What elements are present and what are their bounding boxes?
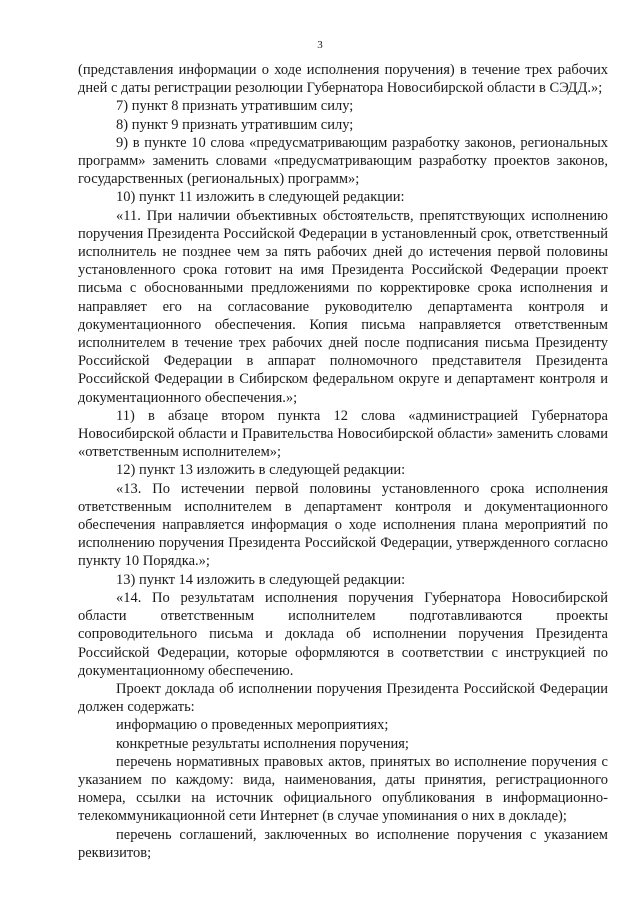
paragraph-item-12: 12) пункт 13 изложить в следующей редакции: (116, 462, 406, 479)
paragraph-list-acts: перечень нормативных правовых актов, принятых во исполнение поручения с указанием по каждому: вида, наименования, даты принятия, регистрационного номера, ссылки на источник официального опубликования в информационно-телекоммуникационной сети Интернет (в случае упоминания о них в докладе); (78, 753, 608, 825)
paragraph-report-contents: Проект доклада об исполнении поручения Президента Российской Федерации должен содержать: (78, 680, 608, 716)
paragraph-item-13: 13) пункт 14 изложить в следующей редакции: (116, 571, 406, 588)
paragraph-list-measures: информацию о проведенных мероприятиях; (116, 717, 389, 734)
paragraph-item-10: 10) пункт 11 изложить в следующей редакции: (116, 189, 405, 206)
document-body (78, 61, 608, 862)
paragraph-continuation: (представления информации о ходе исполнения поручения) в течение трех рабочих дней с даты регистрации резолюции Губернатора Новосибирской области в СЭДД.»; (78, 62, 608, 97)
paragraph-list-results: конкретные результаты исполнения поручения; (116, 735, 409, 752)
paragraph-clause-11: «11. При наличии объективных обстоятельств, препятствующих исполнению поручения Президента Российской Федерации в установленный срок, ответственный исполнитель не позднее чем за пять рабочих дней до истечения первой половины установленного срока готовит на имя Президента Российской Федерации проект письма с обоснованными предложениями по корректировке срока исполнения и направляет его на согласование руководителю департамента контроля и документационного обеспечения. Копия письма направляется ответственным исполнителем в течение трех рабочих дней после подписания письма Президенту Российской Федерации в аппарат полномочного представителя Президента Российской Федерации в Сибирском федеральном округе и департамент контроля и документационного обеспечения.»; (78, 207, 608, 406)
paragraph-item-8: 8) пункт 9 признать утратившим силу; (116, 116, 354, 133)
paragraph-item-9: 9) в пункте 10 слова «предусматривающим разработку законов, региональных программ» заменить словами «предусматривающим разработку проектов законов, государственных (региональных) программ»; (78, 134, 608, 188)
page-number: 3 (317, 39, 323, 51)
paragraph-clause-13: «13. По истечении первой половины установленного срока исполнения ответственным исполнителем в департамент контроля и документационного обеспечения направляется информация о ходе исполнения плана мероприятий по исполнению поручения Президента Российской Федерации, утвержденного согласно пункту 10 Порядка.»; (78, 480, 608, 570)
paragraph-item-7: 7) пункт 8 признать утратившим силу; (116, 98, 354, 115)
paragraph-clause-14: «14. По результатам исполнения поручения Губернатора Новосибирской области ответственным исполнителем подготавливаются проекты сопроводительного письма и доклада об исполнении поручения Президента Российской Федерации, которые оформляются в соответствии с инструкцией по документационному обеспечению. (78, 589, 608, 679)
paragraph-item-11: 11) в абзаце втором пункта 12 слова «администрацией Губернатора Новосибирской области и Правительства Новосибирской области» заменить словами «ответственным исполнителем»; (78, 407, 608, 461)
paragraph-list-agreements: перечень соглашений, заключенных во исполнение поручения с указанием реквизитов; (78, 826, 608, 861)
